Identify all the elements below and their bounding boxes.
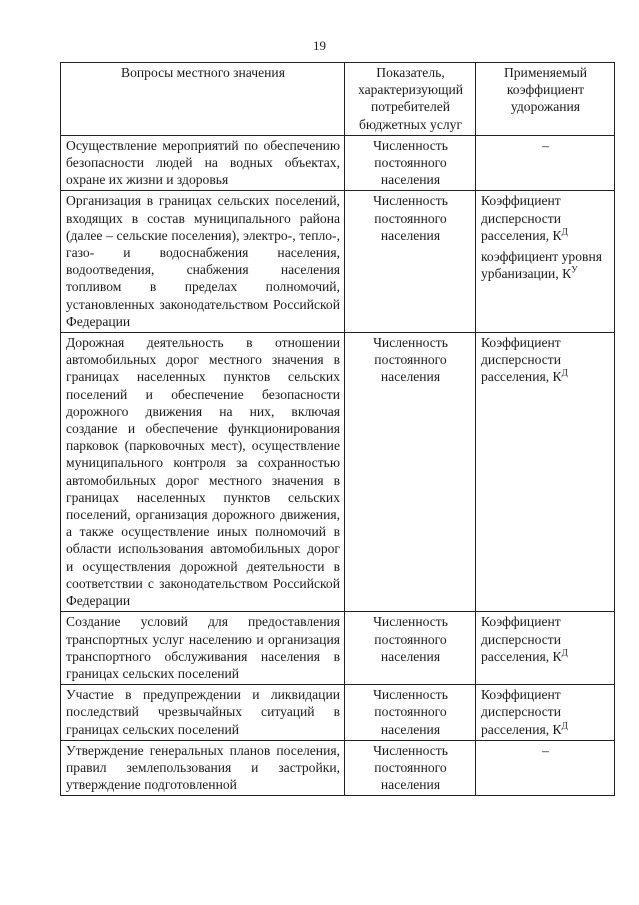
coefficient-table: [60, 62, 615, 796]
question-cell: Организация в границах сельских поселений, входящих в состав муниципального района (далее – сельские поселения), электро-, тепло-, газо- и водоснабжения населения, водоотведения, снабжения населения топливом в пределах полномочий, установленных законодательством Российской Федерации: [61, 191, 345, 333]
table-body: [61, 135, 615, 796]
header-indicator: Показатель, характеризующий потребителей бюджетных услуг: [345, 63, 476, 136]
indicator-cell: Численность постоянного населения: [345, 333, 476, 612]
dash-mark: –: [542, 742, 549, 758]
question-cell: Дорожная деятельность в отношении автомобильных дорог местного значения в границах населенных пунктов сельских поселений и обеспечение безопасности дорожного движения на них, включая создание и обеспечение функционирования парковок (парковочных мест), осуществление муниципального контроля за сохранностью автомобильных дорог местного значения в границах населенных пунктов сельских поселений, организация дорожного движения, а также осуществление иных полномочий в области использования автомобильных дорог и осуществления дорожной деятельности в соответствии с законодательством Российской Федерации: [61, 333, 345, 612]
coefficient-superscript: Д: [561, 647, 568, 658]
coefficient-text: коэффициент уровня урбанизации, К: [481, 249, 602, 282]
table-row: [61, 740, 615, 796]
table-row: [61, 685, 615, 741]
coefficient-cell: [476, 685, 615, 741]
coefficient-superscript: Д: [561, 226, 568, 237]
table-header-row: [61, 63, 615, 136]
coefficient-text: Коэффициент дисперсности расселения, К: [481, 193, 562, 243]
table-row: [61, 333, 615, 612]
coefficient-text: Коэффициент дисперсности расселения, К: [481, 335, 562, 385]
question-cell: Утверждение генеральных планов поселения, правил землепользования и застройки, утверждение подготовленной: [61, 740, 345, 796]
coefficient-entry: [481, 248, 610, 282]
dash-mark: –: [542, 137, 549, 153]
coefficient-cell: [476, 612, 615, 685]
coefficient-cell: [476, 740, 615, 796]
table-row: [61, 612, 615, 685]
coefficient-entry: [481, 334, 610, 386]
question-cell: Осуществление мероприятий по обеспечению безопасности людей на водных объектах, охране их жизни и здоровья: [61, 135, 345, 191]
coefficient-cell: [476, 135, 615, 191]
coefficient-cell: [476, 191, 615, 333]
coefficient-entry: [481, 192, 610, 244]
question-cell: Создание условий для предоставления транспортных услуг населению и организация транспортного обслуживания населения в границах сельских поселений: [61, 612, 345, 685]
coefficient-superscript: Д: [561, 367, 568, 378]
header-coefficient: Применяемый коэффициент удорожания: [476, 63, 615, 136]
coefficient-text: Коэффициент дисперсности расселения, К: [481, 614, 562, 664]
table-row: [61, 191, 615, 333]
indicator-cell: Численность постоянного населения: [345, 740, 476, 796]
indicator-cell: Численность постоянного населения: [345, 612, 476, 685]
indicator-cell: Численность постоянного населения: [345, 191, 476, 333]
question-cell: Участие в предупреждении и ликвидации последствий чрезвычайных ситуаций в границах сельских поселений: [61, 685, 345, 741]
indicator-cell: Численность постоянного населения: [345, 685, 476, 741]
table-row: [61, 135, 615, 191]
indicator-cell: Численность постоянного населения: [345, 135, 476, 191]
header-questions: Вопросы местного значения: [61, 63, 345, 136]
coefficient-entry: [481, 686, 610, 738]
coefficient-entry: [481, 613, 610, 665]
coefficient-superscript: Д: [561, 719, 568, 730]
coefficient-superscript: У: [571, 264, 578, 275]
coefficient-cell: [476, 333, 615, 612]
coefficient-text: Коэффициент дисперсности расселения, К: [481, 687, 562, 737]
page-number: 19: [313, 38, 326, 53]
